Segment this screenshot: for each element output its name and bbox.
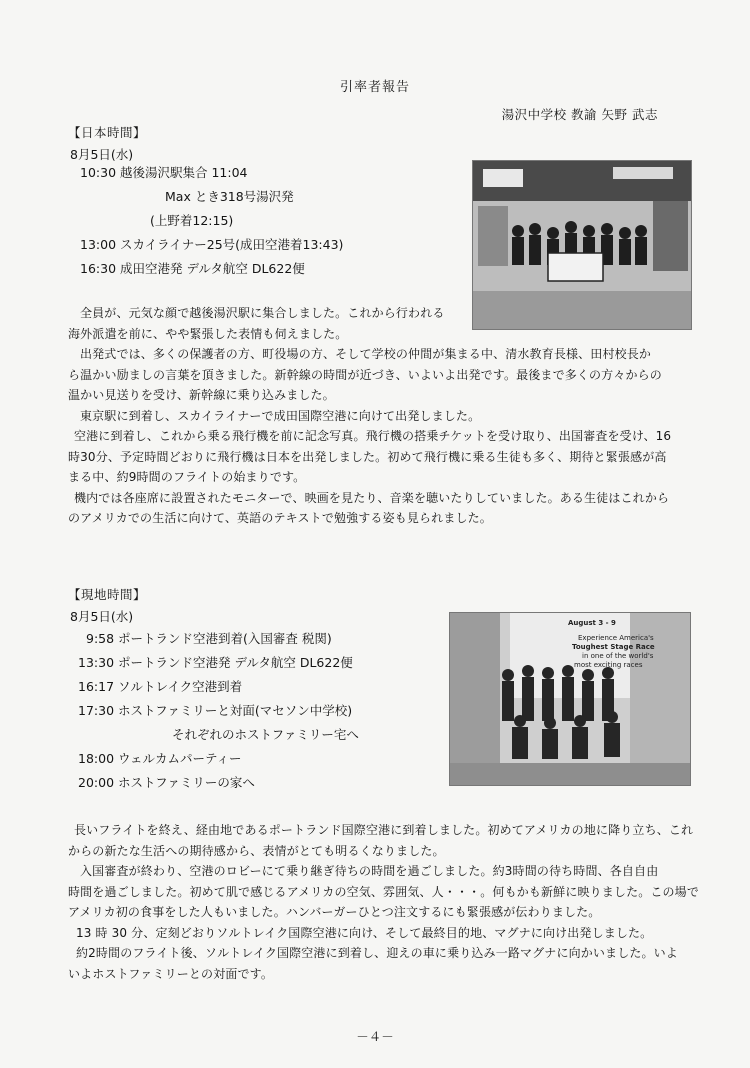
japan-para-rest (68, 344, 708, 529)
paragraph-line: アメリカ初の食事をした人もいました。ハンバーガーひとつ注文するにも緊張感が伝わりました。 (68, 905, 601, 919)
schedule-line: 9:58 ポートランド空港到着(入国審査 税関) (86, 631, 332, 646)
poster-dates: August 3 - 9 (568, 619, 616, 627)
paragraph-line: 時間を過ごしました。初めて肌で感じるアメリカの空気、雰囲気、人・・・。何もかも新鮮に映りました。この場で (68, 884, 699, 899)
departure-group-photo (472, 160, 692, 330)
paragraph-line: まる中、約9時間のフライトの始まりです。 (68, 470, 306, 484)
japan-date: 8月5日(水) (70, 147, 134, 162)
schedule-line: 20:00 ホストファミリーの家へ (78, 775, 255, 790)
departure-photo-illustration (473, 161, 691, 329)
airport-group-photo (449, 612, 691, 786)
page-number: －４－ (356, 1029, 394, 1044)
schedule-line: 17:30 ホストファミリーと対面(マセソン中学校) (78, 703, 353, 718)
poster-line: most exciting races (574, 661, 643, 669)
paragraph-line: 入国審査が終わり、空港のロビーにて乗り継ぎ待ちの時間を過ごしました。約3時間の待ち時間、各自自由 (80, 864, 659, 878)
author-line: 湯沢中学校 教諭 矢野 武志 (501, 107, 658, 122)
schedule-line: 16:17 ソルトレイク空港到着 (78, 679, 243, 694)
paragraph-line: 温かい見送りを受け、新幹線に乗り込みました。 (68, 388, 335, 402)
local-date: 8月5日(水) (70, 609, 134, 624)
schedule-line: 10:30 越後湯沢駅集合 11:04 (80, 165, 248, 180)
schedule-line: (上野着12:15) (150, 213, 234, 228)
paragraph-line: からの新たな生活への期待感から、表情がとても明るくなりました。 (68, 843, 445, 858)
paragraph-line: いよホストファミリーとの対面です。 (68, 966, 273, 981)
paragraph-line: 海外派遣を前に、やや緊張した表情も伺えました。 (68, 326, 348, 341)
poster-line: Experience America's (578, 634, 654, 642)
japan-schedule (80, 161, 343, 281)
paragraph-line: 空港に到着し、これから乗る飛行機を前に記念写真。飛行機の搭乗チケットを受け取り、出国審査を受け、16 (74, 429, 672, 443)
japan-time-heading: 【日本時間】 (68, 125, 147, 140)
schedule-line: 13:00 スカイライナー25号(成田空港着13:43) (80, 237, 344, 252)
report-title: 引率者報告 (339, 80, 410, 95)
schedule-line: 16:30 成田空港発 デルタ航空 DL622便 (80, 261, 305, 276)
paragraph-line: 機内では各座席に設置されたモニターで、映画を見たり、音楽を聴いたりしていました。ある生徒はこれから (74, 490, 670, 505)
paragraph-line: 13 時 30 分、定刻どおりソルトレイク国際空港に向け、そして最終目的地、マグナに向け出発しました。 (76, 925, 653, 940)
paragraph-line: 東京駅に到着し、スカイライナーで成田国際空港に向けて出発しました。 (80, 408, 481, 423)
paragraph-line: 長いフライトを終え、経由地であるポートランド国際空港に到着しました。初めてアメリカの地に降り立ち、これ (74, 823, 694, 837)
poster-line: in one of the world's (582, 652, 654, 660)
paragraph-line: のアメリカでの生活に向けて、英語のテキストで勉強する姿も見られました。 (68, 511, 492, 525)
local-schedule (78, 627, 359, 795)
paragraph-line: 出発式では、多くの保護者の方、町役場の方、そして学校の仲間が集まる中、清水教育長様、田村校長か (80, 347, 652, 361)
schedule-line: それぞれのホストファミリー宅へ (172, 727, 359, 742)
local-time-heading: 【現地時間】 (68, 587, 147, 602)
paragraph-line: 全員が、元気な顔で越後湯沢駅に集合しました。これから行われる (80, 306, 445, 320)
paragraph-line: 時30分、予定時間どおりに飛行機は日本を出発しました。初めて飛行機に乗る生徒も多く、期待と緊張感が高 (68, 449, 667, 464)
schedule-line: Max とき318号湯沢発 (165, 189, 294, 204)
schedule-line: 13:30 ポートランド空港発 デルタ航空 DL622便 (78, 655, 353, 670)
poster-line: Toughest Stage Race (572, 643, 655, 651)
paragraph-line: 約2時間のフライト後、ソルトレイク国際空港に到着し、迎えの車に乗り込み一路マグナに向かいました。いよ (76, 946, 678, 960)
schedule-line: 18:00 ウェルカムパーティー (78, 751, 242, 766)
paragraph-line: ら温かい励ましの言葉を頂きました。新幹線の時間が近づき、いよいよ出発です。最後まで多くの方々からの (68, 367, 662, 382)
poster-caption (568, 619, 686, 670)
japan-para-1 (68, 303, 468, 344)
local-paragraphs (68, 820, 718, 984)
